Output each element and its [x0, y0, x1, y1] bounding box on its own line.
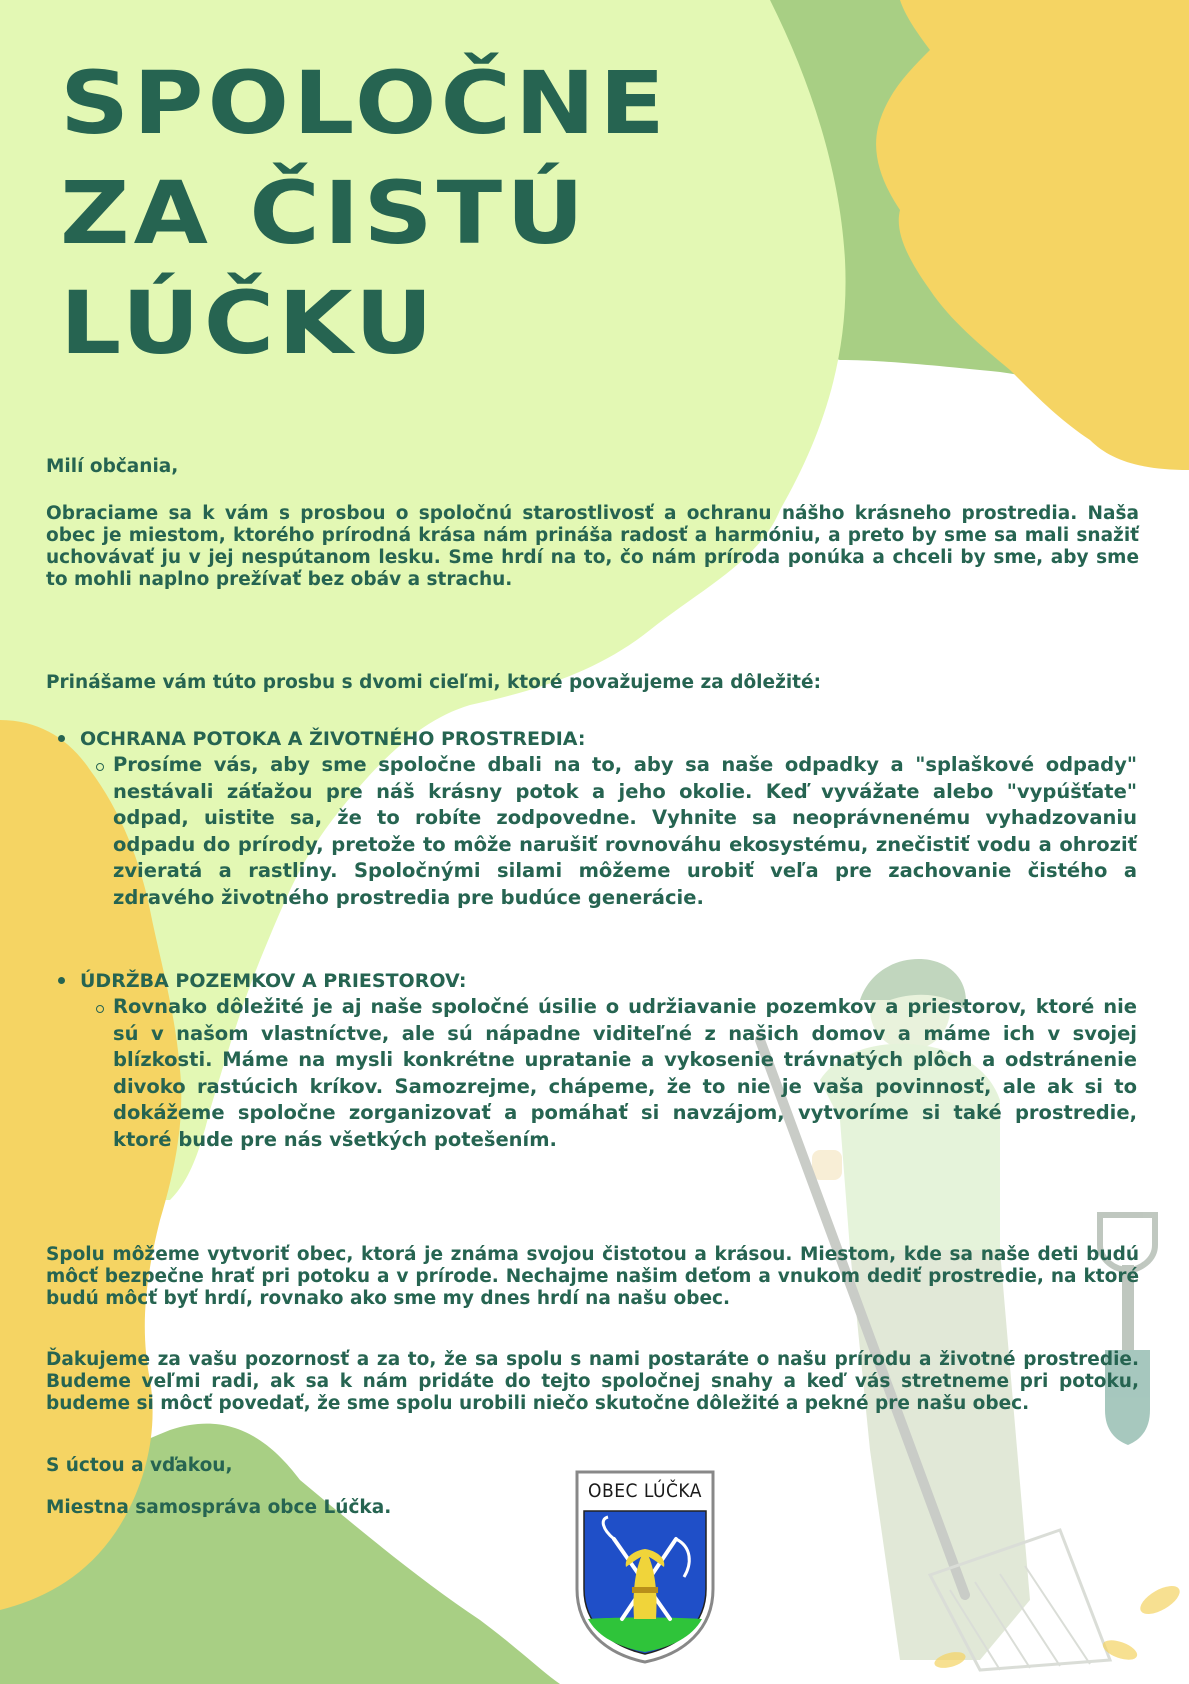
section-title-stream: OCHRANA POTOKA A ŽIVOTNÉHO PROSTREDIA: [80, 728, 586, 750]
bullet-dot [58, 735, 65, 742]
goals-intro: Prinášame vám túto prosbu s dvomi cieľmi, ktoré považujeme za dôležité: [46, 672, 821, 693]
regards: S úctou a vďakou, [46, 1455, 233, 1476]
closing-paragraph-2: Ďakujeme za vašu pozornosť a za to, že sa spolu s nami postaráte o našu prírodu a životné prostredie. Budeme veľmi radi, ak sa k nám pridáte do tejto spoločnej snahy a keď vás stretneme pri potoku, budeme si môcť povedať, že sme spolu urobili niečo skutočne dôležité a pekné pre našu obec. [46, 1349, 1139, 1414]
crest-label: OBEC LÚČKA [588, 1480, 702, 1502]
section-title-maintenance: ÚDRŽBA POZEMKOV A PRIESTOROV: [80, 970, 467, 992]
section-text-maintenance: Rovnako dôležité je aj naše spoločné úsilie o udržiavanie pozemkov a priestorov, ktoré nie sú v našom vlastníctve, ale sú nápadne viditeľné z našich domov a máme ich v svojej blízkosti. Máme na mysli konkrétne upratanie a vykosenie trávnatých plôch a odstránenie divoko rastúcich kríkov. Samozrejme, chápeme, že to nie je vaša povinnosť, ale ak si to dokážeme spoločne zorganizovať a pomáhať si navzájom, vytvoríme si také prostredie, ktoré bude pre nás všetkých potešením. [113, 995, 1137, 1151]
title-line-3: LÚČKU [60, 272, 437, 374]
section-text-stream: Prosíme vás, aby sme spoločne dbali na to, aby sa naše odpadky a "splaškové odpady" nestávali záťažou pre náš krásny potok a jeho okolie. Keď vyvážate alebo "vypúšťate" odpad, uistite sa, že to robíte zodpovedne. Vyhnite sa neoprávnenému vyhadzovaniu odpadu do prírody, pretože to môže narušiť rovnováhu ekosystému, znečistiť vodu a ohroziť zvieratá a rastliny. Spoločnými silami môžeme urobiť veľa pre zachovanie čistého a zdravého životného prostredia pre budúce generácie. [113, 753, 1137, 909]
title-line-1: SPOLOČNE [60, 52, 669, 154]
sub-bullet-circle [96, 1005, 104, 1013]
closing-paragraph-1: Spolu môžeme vytvoriť obec, ktorá je známa svojou čistotou a krásou. Miestom, kde sa naše deti budú môcť bezpečne hrať pri potoku a v prírode. Nechajme našim deťom a vnukom dediť prostredie, na ktoré budú môcť byť hrdí, rovnako ako sme my dnes hrdí na našu obec. [46, 1244, 1139, 1309]
signature: Miestna samospráva obce Lúčka. [46, 1497, 392, 1518]
sub-bullet-circle [96, 763, 104, 771]
intro-paragraph: Obraciame sa k vám s prosbou o spoločnú starostlivosť a ochranu nášho krásneho prostredia. Naša obec je miestom, ktorého prírodná krása nám prináša radosť a harmóniu, a preto by sme sa mali snažiť uchovávať ju v jej nespútanom lesku. Sme hrdí na to, čo nám príroda ponúka a chceli by sme, aby sme to mohli naplno prežívať bez obáv a strachu. [46, 503, 1139, 590]
bullet-dot [58, 977, 65, 984]
greeting: Milí občania, [46, 456, 179, 477]
title-line-2: ZA ČISTÚ [60, 162, 589, 264]
